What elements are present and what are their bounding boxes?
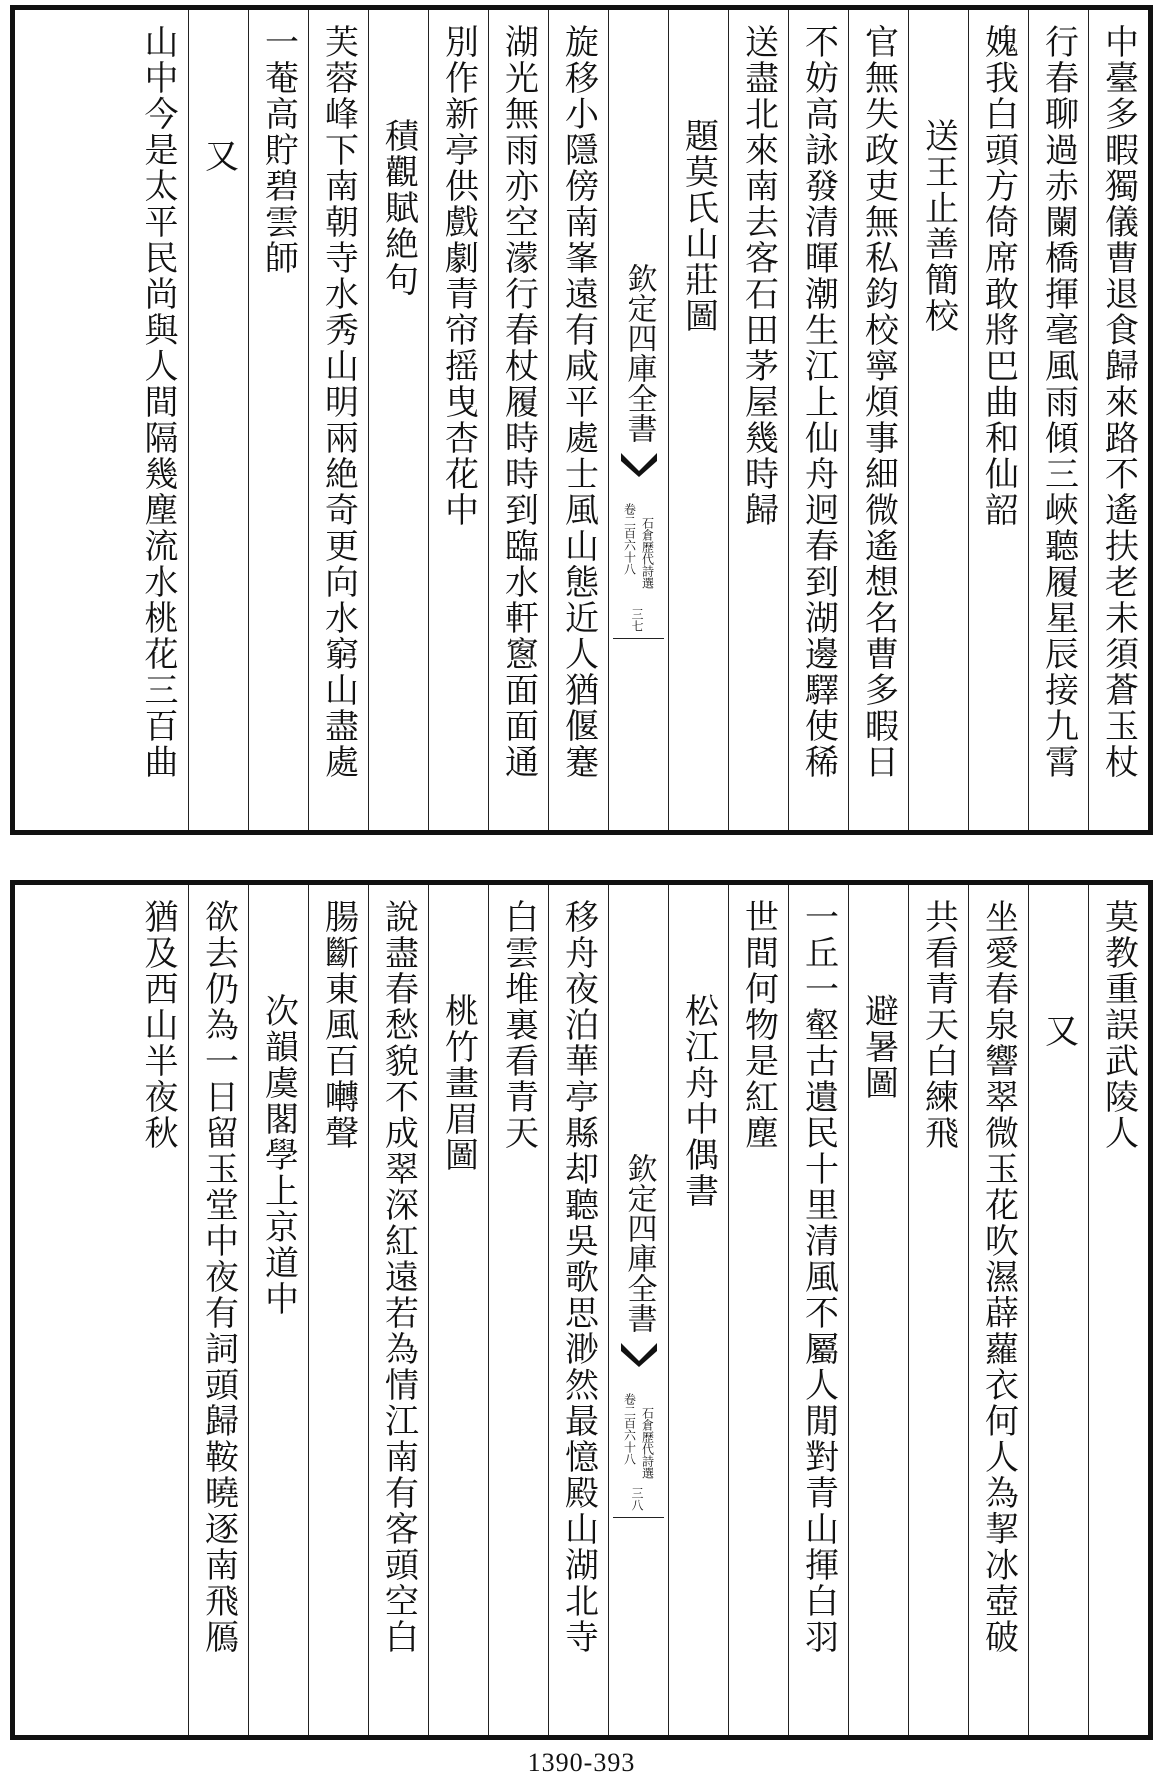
page-number: 三八	[630, 1487, 644, 1511]
text-column	[308, 885, 368, 1735]
text-column	[368, 10, 428, 830]
divider	[613, 638, 664, 639]
poem-title: 又	[198, 138, 239, 174]
fish-tail-mark-icon	[619, 1341, 659, 1367]
poem-title: 題莫氏山莊圖	[678, 118, 719, 334]
poem-title: 又	[1038, 1013, 1079, 1049]
poem-line: 世間何物是紅塵	[738, 899, 779, 1151]
text-column	[848, 885, 908, 1735]
text-column	[128, 885, 188, 1735]
poem-line: 莫教重誤武陵人	[1098, 899, 1139, 1151]
text-column	[968, 10, 1028, 830]
poem-title: 積觀賦絶句	[378, 118, 419, 298]
text-column	[248, 885, 308, 1735]
poem-line: 官無失政吏無私鈞校寧煩事細微遙想名曹多暇日	[858, 24, 899, 780]
source-title: 石倉歷代詩選	[640, 517, 655, 589]
poem-line: 移舟夜泊華亭縣却聽吳歌思渺然最憶殿山湖北寺	[558, 899, 599, 1655]
text-column	[848, 10, 908, 830]
fish-tail-mark-icon	[619, 451, 659, 477]
text-column	[428, 10, 488, 830]
poem-line: 不妨高詠發清暉潮生江上仙舟迥春到湖邊驛使稀	[798, 24, 839, 780]
poem-line: 一菴高貯碧雲師	[258, 24, 299, 276]
text-column	[728, 885, 788, 1735]
text-column	[908, 885, 968, 1735]
text-column	[1028, 885, 1088, 1735]
top-page	[10, 5, 1153, 835]
series-title: 欽定四庫全書	[621, 1153, 657, 1333]
poem-line: 說盡春愁貌不成翠深紅遠若為情江南有客頭空白	[378, 899, 419, 1655]
text-column	[188, 10, 248, 830]
poem-title: 送王止善簡校	[918, 118, 959, 334]
poem-line: 送盡北來南去客石田茅屋幾時歸	[738, 24, 779, 528]
center-margin	[608, 885, 668, 1735]
volume-number: 卷二百六十八	[622, 1393, 637, 1465]
text-column	[788, 885, 848, 1735]
text-column	[728, 10, 788, 830]
text-column	[308, 10, 368, 830]
poem-line: 行春聊過赤闌橋揮毫風雨傾三峽聽履星辰接九霄	[1038, 24, 1079, 780]
poem-line: 湖光無雨亦空濛行春杖履時時到臨水軒窻面面通	[498, 24, 539, 780]
source-title: 石倉歷代詩選	[640, 1407, 655, 1479]
text-column	[1088, 10, 1148, 830]
poem-line: 媿我白頭方倚席敢將巴曲和仙韶	[978, 24, 1019, 528]
poem-title: 桃竹畫眉圖	[438, 993, 479, 1173]
text-column	[548, 10, 608, 830]
text-column	[788, 10, 848, 830]
poem-line: 白雲堆裏看青天	[498, 899, 539, 1151]
series-title: 欽定四庫全書	[621, 263, 657, 443]
poem-line: 猶及西山半夜秋	[138, 899, 178, 1151]
poem-line: 腸斷東風百囀聲	[318, 899, 359, 1151]
text-column	[668, 885, 728, 1735]
volume-number: 卷二百六十八	[622, 503, 637, 575]
text-column	[968, 885, 1028, 1735]
text-column	[368, 885, 428, 1735]
text-column	[188, 885, 248, 1735]
text-column	[428, 885, 488, 1735]
text-column	[488, 885, 548, 1735]
poem-line: 坐愛春泉響翠微玉花吹濕薜蘿衣何人為挈冰壺破	[978, 899, 1019, 1655]
poem-line: 一丘一壑古遺民十里清風不屬人閒對青山揮白羽	[798, 899, 839, 1655]
text-column	[1088, 885, 1148, 1735]
page-number: 三七	[630, 608, 644, 632]
text-column	[128, 10, 188, 830]
poem-line: 山中今是太平民尚與人間隔幾塵流水桃花三百曲	[138, 24, 178, 780]
poem-line: 欲去仍為一日留玉堂中夜有詞頭歸鞍曉逐南飛鴈	[198, 899, 239, 1655]
poem-line: 芙蓉峰下南朝寺水秀山明兩絶奇更向水窮山盡處	[318, 24, 359, 780]
poem-line: 共看青天白練飛	[918, 899, 959, 1151]
text-column	[488, 10, 548, 830]
poem-line: 別作新亭供戲劇青帘摇曳杏花中	[438, 24, 479, 528]
page-footer-number: 1390-393	[527, 1748, 636, 1777]
divider	[613, 1517, 664, 1518]
poem-title: 避暑圖	[858, 993, 899, 1101]
poem-title: 松江舟中偶書	[678, 993, 719, 1209]
center-margin	[608, 10, 668, 830]
text-column	[908, 10, 968, 830]
text-column	[548, 885, 608, 1735]
text-column	[1028, 10, 1088, 830]
bottom-page	[10, 880, 1153, 1740]
poem-title: 次韻虞閣學上京道中	[258, 993, 299, 1317]
poem-line: 中臺多暇獨儀曹退食歸來路不遙扶老未須蒼玉杖	[1098, 24, 1139, 780]
poem-line: 旋移小隱傍南峯遠有咸平處士風山態近人猶偃蹇	[558, 24, 599, 780]
text-column	[668, 10, 728, 830]
text-column	[248, 10, 308, 830]
